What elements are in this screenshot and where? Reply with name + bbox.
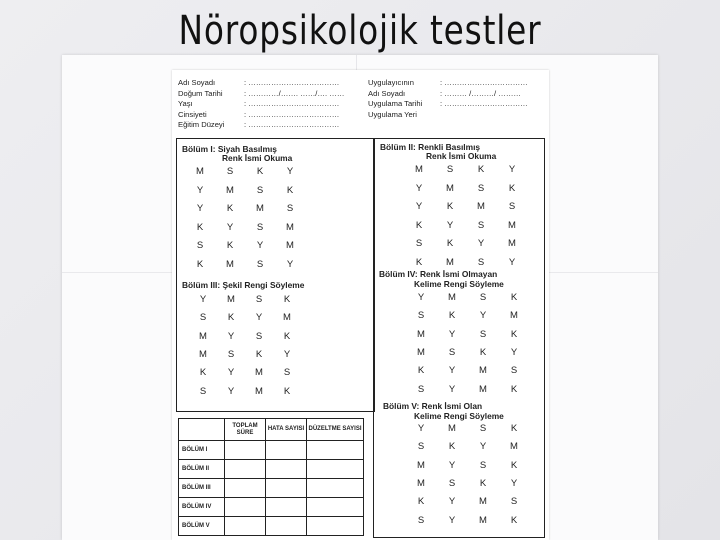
letter-cell: Y — [479, 441, 487, 453]
letter-cell: M — [446, 182, 454, 194]
letter-cell: M — [286, 240, 294, 251]
letter-cell: M — [510, 310, 518, 322]
letter-cell: Y — [227, 367, 235, 379]
letter-cell: K — [283, 330, 291, 342]
stroop-test-form — [172, 70, 549, 540]
summary-cell[interactable] — [225, 460, 266, 479]
header-left-value: : ……………………………… — [244, 109, 340, 119]
summary-row — [179, 441, 364, 460]
letter-cell: M — [448, 423, 456, 434]
summary-row-label: BÖLÜM II — [179, 460, 225, 479]
letter-cell: S — [479, 328, 487, 340]
letter-cell: K — [415, 256, 423, 268]
letter-cell: M — [448, 292, 456, 303]
header-left-value: : ……………………………… — [244, 99, 340, 108]
header-left-label: Cinsiyeti — [178, 109, 207, 119]
letter-cell: Y — [510, 346, 518, 358]
letter-cell: Y — [283, 348, 291, 360]
summary-row — [179, 479, 364, 498]
letter-cell: K — [199, 367, 207, 379]
letter-cell: K — [196, 221, 204, 233]
letter-cell: M — [508, 219, 516, 231]
summary-row — [179, 498, 364, 517]
summary-cell[interactable] — [225, 498, 266, 517]
header-left-value: : …………/……. ……/…. …… — [244, 88, 345, 98]
letter-cell: S — [417, 514, 425, 526]
letter-cell: Y — [448, 459, 456, 471]
letter-cell: M — [196, 166, 204, 177]
letter-cell: Y — [508, 164, 516, 175]
letter-cell: S — [286, 203, 294, 214]
summary-row-label: BÖLÜM V — [179, 517, 225, 536]
letter-cell: Y — [448, 514, 456, 526]
letter-cell: Y — [196, 203, 204, 214]
letter-cell: Y — [448, 365, 456, 377]
summary-header-errors: HATA SAYISI — [266, 419, 307, 441]
letter-cell: Y — [448, 383, 456, 395]
letter-cell: K — [477, 164, 485, 175]
letter-cell: S — [446, 164, 454, 175]
letter-cell: Y — [199, 294, 207, 305]
letter-cell: K — [446, 201, 454, 212]
section-1-subtitle: Renk İsmi Okuma — [222, 153, 293, 163]
letter-cell: S — [199, 385, 207, 397]
header-right-label: Uygulama Tarihi — [368, 99, 423, 108]
letter-cell: K — [196, 258, 204, 270]
letter-cell: S — [199, 312, 207, 324]
letter-cell: S — [255, 294, 263, 305]
letter-cell: K — [510, 459, 518, 471]
letter-cell: K — [417, 496, 425, 508]
section-5-title: Bölüm V: Renk İsmi Olan — [383, 401, 483, 411]
letter-cell: Y — [196, 184, 204, 196]
letter-cell: S — [477, 256, 485, 268]
letter-cell: Y — [286, 258, 294, 270]
summary-table — [178, 418, 364, 536]
letter-cell: Y — [477, 238, 485, 249]
letter-cell: S — [283, 367, 291, 379]
letter-cell: M — [508, 238, 516, 249]
summary-row-label: BÖLÜM I — [179, 441, 225, 460]
section-4-subtitle: Kelime Rengi Söyleme — [414, 279, 504, 289]
letter-cell: M — [255, 367, 263, 379]
summary-cell[interactable] — [266, 441, 307, 460]
letter-cell: K — [510, 383, 518, 395]
summary-cell[interactable] — [266, 517, 307, 536]
letter-cell: K — [415, 219, 423, 231]
letter-cell: Y — [226, 221, 234, 233]
letter-cell: Y — [417, 423, 425, 434]
letter-cell: Y — [256, 240, 264, 251]
summary-cell[interactable] — [266, 498, 307, 517]
letter-cell: Y — [510, 477, 518, 489]
slide-title: Nöropsikolojik testler — [178, 8, 542, 54]
letter-cell: M — [479, 365, 487, 377]
letter-cell: S — [448, 477, 456, 489]
header-right-label: Uygulama Yeri — [368, 109, 417, 119]
summary-header-empty — [179, 419, 225, 441]
letter-cell: M — [446, 256, 454, 268]
header-left-labels — [178, 78, 224, 131]
letter-cell: S — [479, 459, 487, 471]
header-right-label: Uygulayıcının — [368, 78, 415, 87]
letter-cell: S — [477, 182, 485, 194]
letter-cell: M — [417, 328, 425, 340]
letter-cell: Y — [508, 256, 516, 268]
header-left-label: Eğitim Düzeyi — [178, 120, 225, 129]
letter-cell: M — [417, 346, 425, 358]
summary-cell[interactable] — [225, 441, 266, 460]
header-right-value: : …………………………… — [440, 99, 528, 108]
letter-cell: S — [477, 219, 485, 231]
letter-cell: K — [448, 441, 456, 453]
summary-cell[interactable] — [307, 441, 364, 460]
letter-cell: Y — [255, 312, 263, 324]
letter-cell: S — [508, 201, 516, 212]
letter-cell: M — [199, 348, 207, 360]
letter-cell: S — [255, 330, 263, 342]
section-1-title: Bölüm I: Siyah Basılmış — [182, 144, 277, 154]
summary-row-label: BÖLÜM III — [179, 479, 225, 498]
summary-cell[interactable] — [225, 517, 266, 536]
header-left-label: Yaşı — [178, 99, 193, 108]
letter-cell: K — [283, 385, 291, 397]
letter-cell: Y — [448, 496, 456, 508]
letter-cell: K — [226, 240, 234, 251]
letter-cell: K — [508, 182, 516, 194]
section-5-subtitle: Kelime Rengi Söyleme — [414, 411, 504, 421]
letter-cell: Y — [227, 385, 235, 397]
summary-cell[interactable] — [307, 498, 364, 517]
letter-cell: S — [417, 441, 425, 453]
letter-cell: S — [415, 238, 423, 249]
letter-cell: K — [479, 346, 487, 358]
summary-cell[interactable] — [307, 517, 364, 536]
letter-cell: M — [510, 441, 518, 453]
header-right-value: : ……… /………/ ……… — [440, 88, 522, 98]
header-right-values — [440, 78, 528, 110]
letter-cell: M — [227, 294, 235, 305]
letter-cell: S — [510, 365, 518, 377]
letter-cell: S — [448, 346, 456, 358]
letter-cell: K — [417, 365, 425, 377]
section-4-title: Bölüm IV: Renk İsmi Olmayan — [379, 269, 498, 279]
letter-cell: K — [479, 477, 487, 489]
summary-cell[interactable] — [307, 460, 364, 479]
section-3-title: Bölüm III: Şekil Rengi Söyleme — [182, 280, 305, 290]
header-right-labels — [368, 78, 422, 120]
letter-cell: Y — [446, 219, 454, 231]
letter-cell: S — [196, 240, 204, 251]
header-right-label: Adı Soyadı — [368, 88, 406, 98]
letter-cell: K — [283, 294, 291, 305]
letter-cell: S — [479, 292, 487, 303]
letter-cell: M — [479, 496, 487, 508]
letter-cell: S — [256, 258, 264, 270]
header-left-values — [244, 78, 344, 131]
letter-cell: S — [479, 423, 487, 434]
letter-cell: K — [226, 203, 234, 214]
letter-cell: M — [226, 184, 234, 196]
letter-cell: Y — [415, 201, 423, 212]
letter-cell: M — [479, 383, 487, 395]
letter-cell: K — [510, 292, 518, 303]
letter-cell: S — [256, 221, 264, 233]
letter-cell: K — [448, 310, 456, 322]
letter-cell: M — [479, 514, 487, 526]
letter-cell: Y — [286, 166, 294, 177]
summary-cell[interactable] — [266, 479, 307, 498]
letter-cell: S — [227, 348, 235, 360]
letter-cell: M — [283, 312, 291, 324]
letter-cell: S — [417, 310, 425, 322]
letter-cell: S — [256, 184, 264, 196]
summary-row — [179, 460, 364, 479]
summary-cell[interactable] — [266, 460, 307, 479]
letter-cell: M — [256, 203, 264, 214]
summary-header-corrections: DÜZELTME SAYISI — [307, 419, 364, 441]
section-2-subtitle: Renk İsmi Okuma — [426, 151, 497, 161]
letter-cell: M — [199, 330, 207, 342]
letter-cell: Y — [417, 292, 425, 303]
letter-cell: S — [510, 496, 518, 508]
summary-cell[interactable] — [307, 479, 364, 498]
section-2-title: Bölüm II: Renkli Basılmış — [380, 142, 481, 152]
letter-cell: M — [477, 201, 485, 212]
header-left-label: Doğum Tarihi — [178, 88, 223, 98]
letter-cell: M — [415, 164, 423, 175]
summary-cell[interactable] — [225, 479, 266, 498]
header-left-value: : ……………………………… — [244, 78, 340, 87]
letter-cell: K — [255, 348, 263, 360]
header-left-value: : ……………………………… — [244, 120, 340, 129]
letter-cell: K — [227, 312, 235, 324]
letter-cell: M — [226, 258, 234, 270]
letter-cell: Y — [227, 330, 235, 342]
letter-cell: Y — [479, 310, 487, 322]
letter-cell: K — [510, 514, 518, 526]
header-right-value: : …………………………… — [440, 78, 528, 87]
letter-cell: M — [417, 477, 425, 489]
letter-cell: K — [510, 423, 518, 434]
letter-cell: M — [286, 221, 294, 233]
letter-cell: Y — [415, 182, 423, 194]
letter-cell: S — [226, 166, 234, 177]
letter-cell: K — [286, 184, 294, 196]
letter-cell: S — [417, 383, 425, 395]
summary-row-label: BÖLÜM IV — [179, 498, 225, 517]
summary-row — [179, 517, 364, 536]
letter-cell: K — [446, 238, 454, 249]
summary-header-total-time: TOPLAM SÜRE — [225, 419, 266, 441]
letter-cell: Y — [448, 328, 456, 340]
header-left-label: Adı Soyadı — [178, 78, 216, 87]
letter-cell: K — [510, 328, 518, 340]
letter-cell: M — [255, 385, 263, 397]
letter-cell: M — [417, 459, 425, 471]
letter-cell: K — [256, 166, 264, 177]
